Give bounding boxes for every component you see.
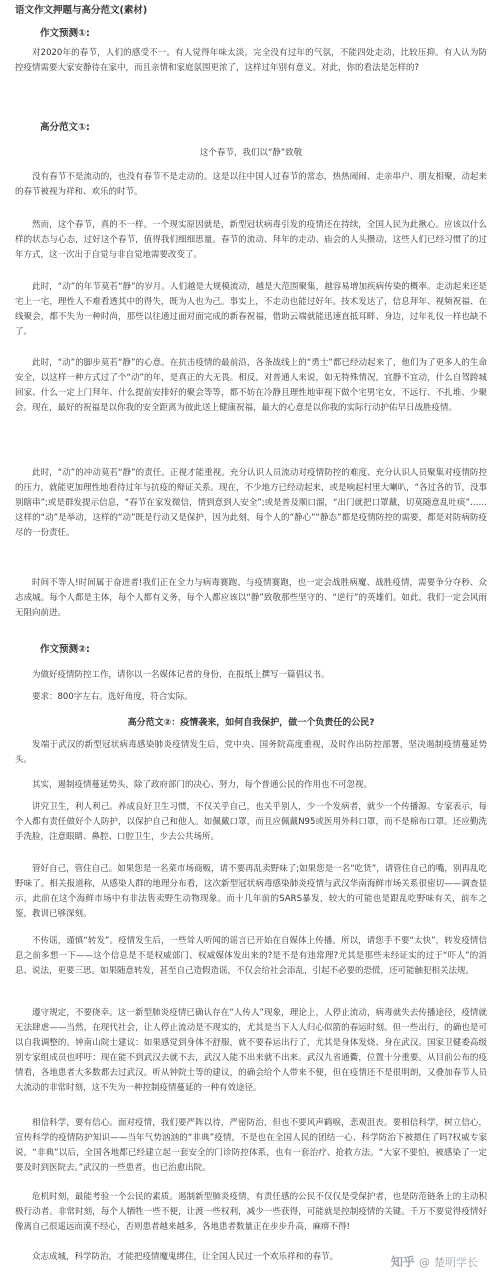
essay2-paragraph: 相信科学，要有信心。面对疫情，我们要严阵以待，严密防治，但也不要风声鹤唳，悲观沮丧。要相信科学，树立信心，宣传科学的疫情防护知识——当年气势汹汹的“非典”疫情，不是也在全国人民的团结一心、科学防治下被摁住了吗?权威专家说，“非典”以后，全国各地都已经建立起一套安全的门诊防控体系，也有一套治疗、抢救方法。“大家不要怕，被感染了一定要及时到医院去。”武汉的一些患者，也已治愈出院。	[15, 1118, 487, 1173]
prompt1-text: 对2020年的春节，人们的感受不一。有人觉得年味太淡，完全没有过年的气氛，不能四处走动，比较压抑。有人认为防控疫情需要大家安静待在家中，而且亲情和家庭氛围更浓了，这样过年别有意义。对此，你的看法是怎样的?	[15, 48, 487, 73]
watermark-author: 楚明学长	[434, 1256, 478, 1269]
at-icon: @	[419, 1256, 430, 1269]
prompt2-text: 为做好疫情防控工作，请你以一名媒体记者的身份，在报纸上撰写一篇倡议书。	[32, 670, 330, 680]
essay2-paragraph: 管好自己，管住自己。如果您是一名菜市场商贩，请不要再乱卖野味了;如果您是一名“吃货”，请管住自己的嘴，别再乱吃野味了。相关报道称，从感染人群的地理分布看，这次新型冠状病毒感染肺炎疫情与武汉华南海鲜市场关系很密切——调查显示，此前在这个海鲜市场中有非法售卖野生动物现象。而十几年前的SARS暴发，较大的可能也是跟乱吃野味有关，前车之鉴，教训已够深刻。	[15, 864, 487, 919]
zhihu-watermark	[387, 1255, 482, 1270]
essay1-label: 高分范文①:	[40, 122, 90, 133]
essay2-title: 高分范文②：疫情袭来，如何自我保护，做一个负责任的公民?	[127, 718, 375, 728]
essay1-paragraph: 此时，“动”的冲动莫若“静”的责任。正视才能重视。充分认识人员流动对疫情防控的难度、充分认识人员聚集对疫情防控的压力，就能更加理性地看待过年与抗疫的辩证关系。现在，不少地方已经动起来，或是响起村里大喇叭，“各过各的节，没事别瞎串”;或是群发提示信息，“春节在家发微信，情到意到人安全”;或是普及顺口溜，“出门就把口罩戴，切莫随意乱吐痰”……这样的“动”是举动，这样的“动”既是行动又是保护，因为此刻，每个人的“静心”“静态”都是疫情防控的需要，都是对防病防疫尽的一份责任。	[15, 468, 487, 538]
essay2-paragraph: 遵守规定，不要侥幸。这一新型肺炎疫情已确认存在“人传人”现象，理论上，人停止流动，病毒就失去传播途径，疫情就无法肆虐——当然，在现代社会，让人停止流动是不现实的，尤其是当下人人归心似箭的春运时刻。但一些出行，的确也是可以自我调整的。钟南山院士建议：如果感觉到身体不舒服，就不要春运出行了，尤其是身体发烧、身在武汉。国家卫健委高级别专家组成员也呼吁：现在能不到武汉去就不去，武汉人能不出来就不出来。武汉九省通衢，位置十分重要。从目前公布的疫情看，各地患者大多数都去过武汉。听从钟院士等的建议，的确会给个人带来不便，但在疫情还不是很明朗，又叠加春节人员大流动的非常时刻，这不失为一种控制疫情蔓延的一种有效途径。	[15, 1008, 487, 1093]
essay1-paragraph: 此时，“动”的年节莫若“静”的岁月。人们越是大规模流动，越是大范围聚集，越容易增加疾病传染的概率。走动起来还是宅上一宅，理性人不难看透其中的得失，既为人也为己。事实上，不走动也能过好年。技术发达了，信息拜年、视频祝福、在线聚会，都不失为一种时尚，那些以往通过面对面完成的新春祝福，借助云端就能迅速直抵耳畔、身边，过年礼仪一样也缺不了。	[15, 282, 487, 337]
prompt2-requirement: 要求：800字左右。选好角度，符合实际。	[32, 692, 193, 702]
essay1-paragraph: 然而，这个春节，真的不一样。一个现实原因就是，新型冠状病毒引发的疫情还在持续，全国人民为此揪心。应该以什么样的状态与心态，过好这个春节，值得我们细细思量。春节的流动、拜年的走动、庙会的人头攒动，这些人们已经习惯了的过年方式，这一次出于自觉与非自觉地需要改变了。	[15, 220, 487, 260]
essay2-paragraph: 其实，遏制疫情蔓延势头，除了政府部门的决心、努力，每个普通公民的作用也不可忽视。	[32, 780, 373, 790]
essay2-paragraph: 众志成城，科学防治，才能把疫情魔鬼绑住，让全国人民过一个欢乐祥和的春节。	[32, 1252, 339, 1262]
essay1-paragraph: 此时，“动”的脚步莫若“静”的心意。在抗击疫情的最前沿，各条战线上的“勇士”都已经动起来了，他们为了更多人的生命安全，以这样一种方式过了个“动”的年，是真正的大无畏。相反，对普通人来说，如无特殊情况，宜静不宜动，什么自驾跨城回家、什么一定上门拜年、什么提前安排好的聚会等等，都不妨在冷静且理性地审视下做个宅男宅女，不远行、不扎堆、少聚会。现在，最好的祝福是以你我的安全距离为彼此送上健康祝福，最大的心意是以你我的实际行动护佑早日战胜疫情。	[15, 358, 487, 413]
document-header: 语文作文押题与高分范文(素材)	[15, 5, 148, 16]
essay2-paragraph: 讲究卫生，利人利己。养成良好卫生习惯，不仅关乎自己，也关乎别人，少一个发病者，就少一个传播源。专家表示，每个人都有责任做好个人防护，以保护自己和他人。如佩戴口罩，而且应佩戴N95或医用外科口罩，而不是棉布口罩。还应勤洗手洗脸，注意眼睛、鼻腔、口腔卫生，少去公共场所。	[15, 802, 487, 842]
essay1-paragraph: 没有春节不是流动的，也没有春节不是走动的。这是以往中国人过春节的常态，热热闹闹、走亲串户、朋友相聚，动起来的春节被视为祥和、欢乐的时节。	[15, 172, 487, 197]
zhihu-logo: 知乎	[390, 1255, 415, 1269]
essay2-paragraph: 危机时刻，最能考验一个公民的素质。遏制新型肺炎疫情，有责任感的公民不仅仅是受保护者，也是防范链条上的主动积极行动者。非常时刻，每个人牺牲一些不便，让渡一些权利，减少一些获得，可能就是控制疫情的关键。千万不要觉得疫情好像离自己很遥远而漠不经心，否则患者越来越多，各地患者数量正在步步升高，麻痹不得!	[15, 1192, 487, 1232]
prompt2-label: 作文预测②:	[40, 644, 90, 655]
essay2-paragraph: 不传谣，谨慎“转发”。疫情发生后，一些耸人听闻的谣言已开始在自媒体上传播。所以，请您手不要“太快”，转发疫情信息之前多想一下——这个信息是不是权威部门、权威媒体发出来的?是不是有违常理?尤其是那些未经证实的过于“吓人”的消息、说法，更要三思。如果随意转发，甚至自己造假造谣，不仅会给社会添乱，引起不必要的恐慌，还可能触犯相关法规。	[15, 936, 487, 976]
essay1-paragraph: 时间不等人!时间属于奋进者!我们正在全力与病毒赛跑、与疫情赛跑，也一定会战胜病魔、战胜疫情，需要争分夺秒、众志成城。每个人都是主体，每个人都有义务，每个人都应该以“静”致敬那些坚守的、“逆行”的英雄们。如此，我们一定会风雨无阻向前进。	[15, 578, 487, 618]
prompt1-label: 作文预测①:	[40, 28, 90, 39]
essay1-title: 这个春节，我们以“静”致敬	[199, 148, 303, 158]
essay2-paragraph: 发端于武汉的新型冠状病毒感染肺炎疫情发生后，党中央、国务院高度重视，及时作出防控部署，坚决遏制疫情蔓延势头。	[15, 740, 487, 765]
